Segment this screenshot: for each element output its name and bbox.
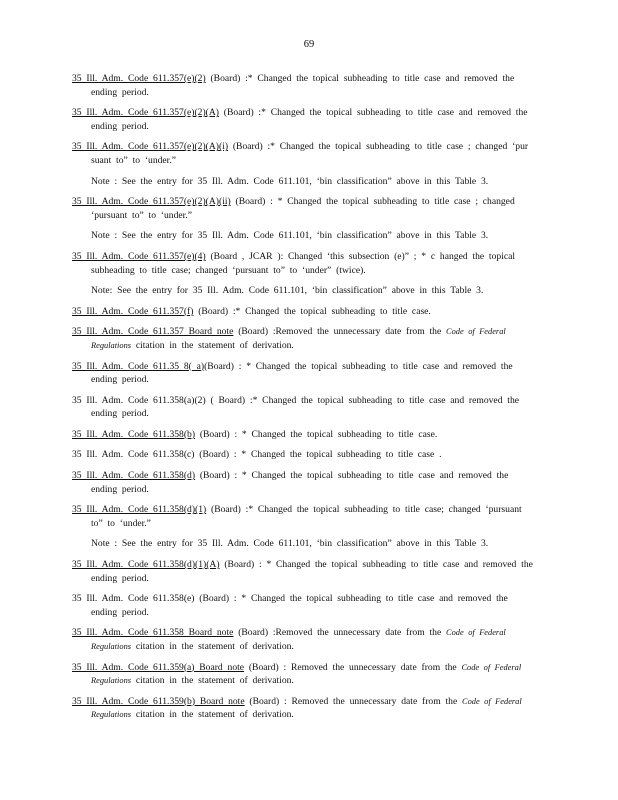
change-description-tail: citation in the statement of derivation.	[131, 339, 294, 351]
change-description: (Board) :* Changed the topical subheading to title case and removed the ending period.	[91, 73, 515, 98]
change-entry	[72, 250, 536, 277]
section-reference: 35 Ill. Adm. Code 611.357(e)(4)	[72, 250, 206, 262]
change-entry	[72, 394, 536, 421]
change-entry	[72, 469, 536, 496]
change-description: 35 Ill. Adm. Code 611.358(a)(2) ( Board) :* Changed the topical subheading to title case and removed the ending period.	[72, 394, 520, 420]
change-description: (Board) : * Changed the topical subheading to title case and removed the ending period.	[91, 559, 533, 584]
section-reference: 35 Ill. Adm. Code 611.357(e)(2)(A)	[72, 107, 219, 119]
change-description-tail: citation in the statement of derivation.	[131, 709, 294, 721]
change-description: (Board) : * Changed the topical subheading to title case.	[195, 428, 438, 440]
cfr-citation: Code of Federal Regulations	[91, 628, 506, 651]
change-entry	[72, 305, 536, 319]
change-description: (Board) :* Changed the topical subheading to title case; changed ‘pursuant to” to ‘under.”	[91, 504, 522, 529]
change-description: (Board) :Removed the unnecessary date from the	[233, 627, 447, 639]
section-reference: 35 Ill. Adm. Code 611.358 Board note	[72, 627, 234, 639]
change-description: 35 Ill. Adm. Code 611.358(c) (Board) : * Changed the topical subheading to title case .	[72, 449, 442, 461]
change-description: (Board) :* Changed the topical subheading to title case and removed the ending period.	[91, 107, 528, 132]
change-entry	[72, 140, 536, 167]
change-description-tail: citation in the statement of derivation.	[131, 641, 294, 652]
change-description: (Board) : * Changed the topical subheading to title case and removed the ending period.	[91, 360, 513, 386]
change-entry	[72, 448, 536, 462]
change-entry	[72, 558, 536, 585]
change-description: (Board) : * Changed the topical subheading to title case ; changed ‘pursuant to” to ‘under.”	[91, 196, 515, 221]
section-reference: 35 Ill. Adm. Code 611.358(b)	[72, 428, 196, 440]
change-entry	[72, 592, 536, 619]
change-description-tail: citation in the statement of derivation.	[131, 675, 294, 687]
change-description: (Board) :* Changed the topical subheading to title case ; changed ‘pur suant to” to ‘under.”	[91, 141, 529, 166]
change-entry	[72, 360, 536, 387]
change-description: 35 Ill. Adm. Code 611.358(e) (Board) : * Changed the topical subheading to title case and removed the ending period.	[72, 593, 508, 618]
section-reference: 35 Ill. Adm. Code 611.35 8( a)	[72, 360, 205, 372]
note-paragraph: Note : See the entry for 35 Ill. Adm. Code 611.101, ‘bin classification” above in this Table 3.	[91, 175, 489, 187]
change-entry	[72, 661, 536, 688]
note-paragraph: Note : See the entry for 35 Ill. Adm. Code 611.101, ‘bin classification” above in this Table 3.	[91, 538, 489, 550]
section-reference: 35 Ill. Adm. Code 611.358(d)	[72, 470, 196, 482]
page-number: 69	[303, 39, 315, 50]
change-description: (Board) : Removed the unnecessary date from the	[244, 661, 462, 673]
cfr-citation: Code of Federal Regulations	[91, 662, 522, 686]
entry-list	[72, 72, 536, 729]
change-entry	[72, 195, 536, 222]
section-reference: 35 Ill. Adm. Code 611.357(e)(2)(A)(i)	[72, 141, 229, 153]
change-description: (Board) : * Changed the topical subheading to title case and removed the ending period.	[91, 470, 509, 495]
change-entry	[72, 106, 536, 133]
change-entry	[72, 695, 536, 722]
section-reference: 35 Ill. Adm. Code 611.359(a) Board note	[72, 661, 245, 673]
section-reference: 35 Ill. Adm. Code 611.357(e)(2)	[72, 73, 206, 84]
section-reference: 35 Ill. Adm. Code 611.357(e)(2)(A)(ii)	[72, 196, 231, 208]
section-reference: 35 Ill. Adm. Code 611.358(d)(1)(A)	[72, 559, 220, 571]
change-description: (Board) :Removed the unnecessary date from the	[233, 326, 447, 338]
section-reference: 35 Ill. Adm. Code 611.357(f)	[72, 305, 194, 317]
cfr-citation: Code of Federal Regulations	[91, 696, 522, 720]
cfr-citation: Code of Federal Regulations	[91, 327, 506, 350]
section-reference: 35 Ill. Adm. Code 611.357 Board note	[72, 326, 234, 338]
section-reference: 35 Ill. Adm. Code 611.358(d)(1)	[72, 504, 207, 516]
change-description: (Board) : Removed the unnecessary date from the	[244, 695, 462, 707]
change-entry	[72, 503, 536, 530]
note-paragraph: Note: See the entry for 35 Ill. Adm. Code 611.101, ‘bin classification” above in this Table 3.	[91, 285, 484, 297]
change-entry	[72, 626, 536, 653]
change-entry	[72, 325, 536, 352]
note-paragraph: Note : See the entry for 35 Ill. Adm. Code 611.101, ‘bin classification” above in this Table 3.	[91, 230, 489, 242]
change-description: (Board , JCAR ): Changed ‘this subsection (e)” ; * c hanged the topical subheading to title case; changed ‘pursuant to” to ‘under” (twice).	[91, 250, 516, 276]
change-description: (Board) :* Changed the topical subheading to title case.	[193, 305, 431, 317]
section-reference: 35 Ill. Adm. Code 611.359(b) Board note	[72, 695, 245, 707]
change-entry	[72, 428, 536, 442]
change-entry	[72, 72, 536, 99]
